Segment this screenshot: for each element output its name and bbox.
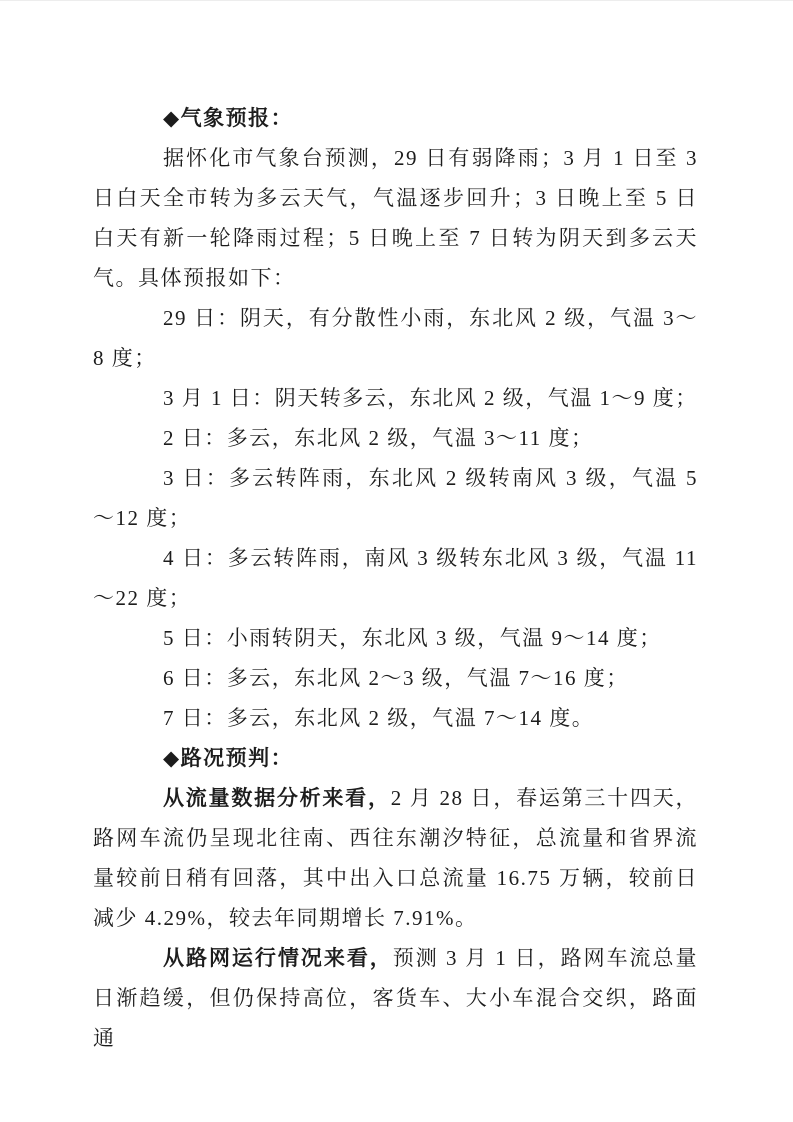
para-forecast-day6 (93, 658, 698, 698)
para-forecast-day4-text: 4 日：多云转阵雨，南风 3 级转东北风 3 级，气温 11～22 度； (93, 546, 698, 610)
para-traffic-flow-lead: 从流量数据分析来看， (163, 786, 391, 810)
section-heading-weather (93, 98, 698, 138)
para-forecast-day5-text: 5 日：小雨转阴天，东北风 3 级，气温 9～14 度； (163, 626, 662, 650)
para-forecast-day5 (93, 618, 698, 658)
para-weather-overview (93, 138, 698, 298)
section-heading-road (93, 738, 698, 778)
para-network-operation-body: 预测 3 月 1 日，路网车流总量日渐趋缓，但仍保持高位，客货车、大小车混合交织，路面通 (93, 946, 699, 1050)
para-forecast-day7 (93, 698, 698, 738)
para-forecast-mar1 (93, 378, 698, 418)
para-forecast-mar1-text: 3 月 1 日：阴天转多云，东北风 2 级，气温 1～9 度； (163, 386, 698, 410)
para-forecast-day2 (93, 418, 698, 458)
para-forecast-day3 (93, 458, 698, 538)
para-forecast-day3-text: 3 日：多云转阵雨，东北风 2 级转南风 3 级，气温 5～12 度； (93, 466, 698, 530)
para-forecast-day29-text: 29 日：阴天，有分散性小雨，东北风 2 级，气温 3～8 度； (93, 306, 698, 370)
para-forecast-day6-text: 6 日：多云，东北风 2～3 级，气温 7～16 度； (163, 666, 629, 690)
para-forecast-day2-text: 2 日：多云，东北风 2 级，气温 3～11 度； (163, 426, 594, 450)
section-heading-weather-text: ◆气象预报： (163, 106, 294, 130)
para-forecast-day4 (93, 538, 698, 618)
para-traffic-flow-body: 2 月 28 日，春运第三十四天，路网车流仍呈现北往南、西往东潮汐特征，总流量和省界流量较前日稍有回落，其中出入口总流量 16.75 万辆，较前日减少 4.29%，较去年同期增长 7.91%。 (93, 786, 699, 930)
para-weather-overview-text: 据怀化市气象台预测，29 日有弱降雨；3 月 1 日至 3 日白天全市转为多云天气，气温逐步回升；3 日晚上至 5 日白天有新一轮降雨过程；5 日晚上至 7 日转为阴天到多云天气。具体预报如下： (93, 146, 698, 290)
para-forecast-day7-text: 7 日：多云，东北风 2 级，气温 7～14 度。 (163, 706, 595, 730)
para-traffic-flow-analysis (93, 778, 698, 938)
section-heading-road-text: ◆路况预判： (163, 746, 294, 770)
para-forecast-day29 (93, 298, 698, 378)
para-network-operation (93, 938, 698, 1058)
para-network-operation-lead: 从路网运行情况来看， (163, 946, 393, 970)
